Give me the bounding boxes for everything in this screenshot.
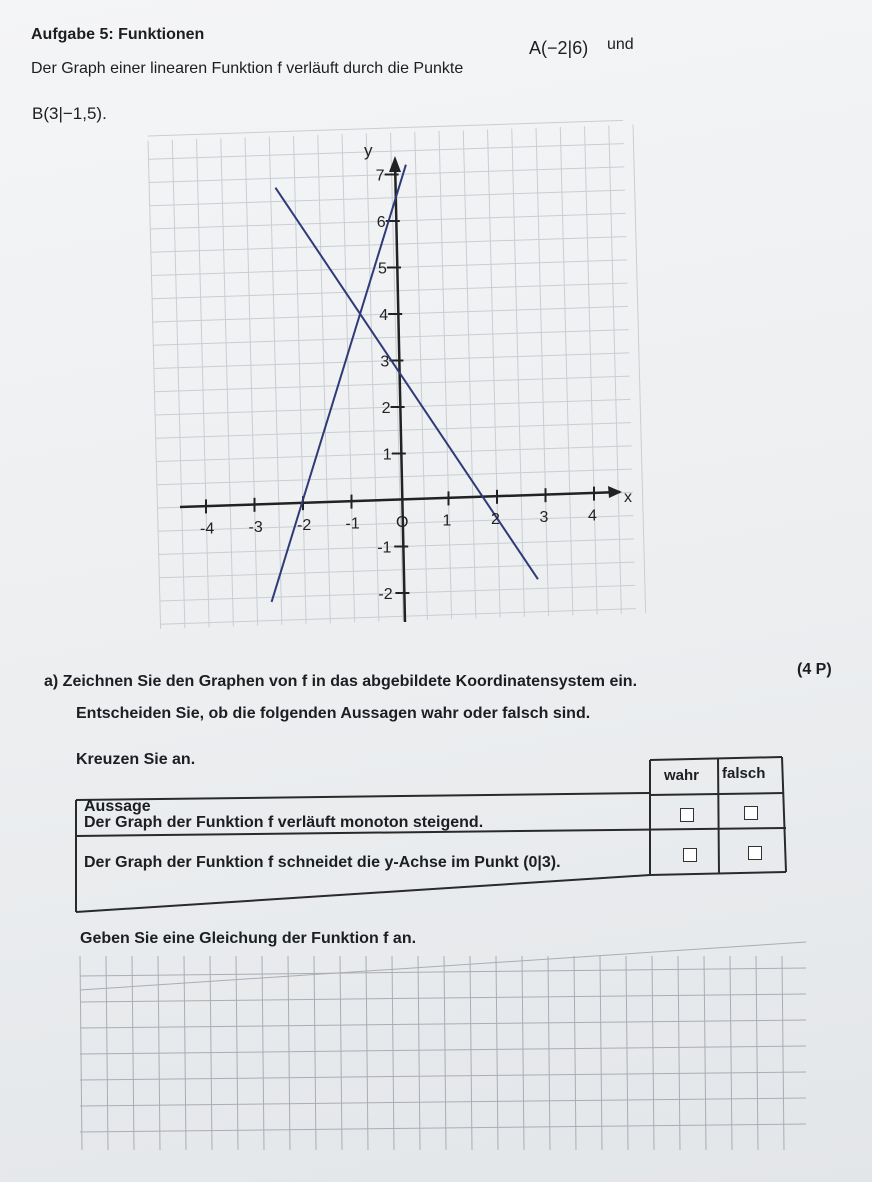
statement-row-2: Der Graph der Funktion f schneidet die y-Achse im Punkt (0|3). xyxy=(84,854,561,871)
statement-row-1: Der Graph der Funktion f verläuft monoton steigend. xyxy=(84,814,484,831)
answer-grid-line xyxy=(418,956,420,1150)
answer-grid-line xyxy=(366,956,368,1150)
answer-grid-line xyxy=(80,1072,806,1080)
y-tick-label: 7 xyxy=(375,167,385,185)
answer-grid-line xyxy=(288,956,290,1150)
answer-grid-line xyxy=(80,994,806,1002)
x-tick-label: -3 xyxy=(248,518,263,536)
y-tick-label: 2 xyxy=(381,400,391,417)
answer-grid-line xyxy=(652,956,654,1150)
y-tick-label: 5 xyxy=(378,260,387,278)
intro-line-1: Der Graph einer linearen Funktion f verläuft durch die Punkte xyxy=(31,60,464,77)
cross-instruction: Kreuzen Sie an. xyxy=(76,751,196,768)
answer-grid-line xyxy=(522,956,524,1150)
answer-grid-line xyxy=(756,956,758,1150)
answer-grid-line xyxy=(80,968,806,976)
col-statement-header: Aussage xyxy=(84,798,151,815)
answer-grid-line xyxy=(106,956,108,1150)
answer-grid-line xyxy=(340,956,342,1150)
answer-grid-line xyxy=(626,956,628,1150)
answer-grid-line xyxy=(444,956,446,1150)
answer-grid-line xyxy=(678,956,680,1150)
x-tick-label: -1 xyxy=(345,515,360,533)
answer-grid-line xyxy=(782,956,784,1150)
x-tick-label: -4 xyxy=(200,520,215,538)
answer-grid-line xyxy=(80,1020,806,1028)
y-tick-label: 6 xyxy=(376,214,386,231)
equation-prompt: Geben Sie eine Gleichung der Funktion f an. xyxy=(80,930,417,947)
y-tick-label: 4 xyxy=(379,307,389,324)
answer-grid-line xyxy=(548,956,550,1150)
answer-grid-line xyxy=(392,956,394,1150)
point-b: B(3|−1,5). xyxy=(32,104,107,123)
task-title: Aufgabe 5: Funktionen xyxy=(31,26,205,43)
answer-grid-line xyxy=(80,956,82,1150)
y-tick-label: -2 xyxy=(378,586,393,603)
answer-grid-line xyxy=(600,956,602,1150)
x-tick-label: 1 xyxy=(442,512,452,530)
y-axis-label: y xyxy=(364,141,373,160)
x-axis-label: x xyxy=(624,489,632,506)
answer-grid-line xyxy=(80,1124,806,1132)
x-tick-label: 2 xyxy=(491,510,500,528)
answer-grid-line xyxy=(262,956,264,1150)
und-word: und xyxy=(607,36,634,53)
y-tick-label: 1 xyxy=(382,446,392,464)
x-tick-label: O xyxy=(396,514,409,531)
answer-grid-line xyxy=(314,956,316,1150)
answer-grid-line xyxy=(236,956,238,1150)
y-tick-label: 3 xyxy=(380,353,390,371)
y-tick-label: -1 xyxy=(377,539,392,557)
answer-grid-line xyxy=(80,1046,806,1054)
x-tick-label: -2 xyxy=(297,517,312,535)
answer-grid-line xyxy=(80,1098,806,1106)
part-a-instruction: a) Zeichnen Sie den Graphen von f in das abgebildete Koordinatensystem ein. xyxy=(44,673,638,690)
answer-grid-line xyxy=(80,942,806,990)
x-tick-label: 3 xyxy=(539,509,549,527)
col-false-header: falsch xyxy=(722,765,766,782)
decide-instruction: Entscheiden Sie, ob die folgenden Aussagen wahr oder falsch sind. xyxy=(76,705,591,722)
answer-grid-line xyxy=(704,956,706,1150)
answer-grid-line xyxy=(496,956,498,1150)
col-true-header: wahr xyxy=(664,767,700,784)
answer-grid-line xyxy=(574,956,576,1150)
points-label: (4 P) xyxy=(797,661,832,678)
answer-grid-line xyxy=(730,956,732,1150)
x-tick-label: 4 xyxy=(588,507,597,525)
answer-grid-line xyxy=(470,956,472,1150)
point-a: A(−2|6) xyxy=(529,38,589,58)
